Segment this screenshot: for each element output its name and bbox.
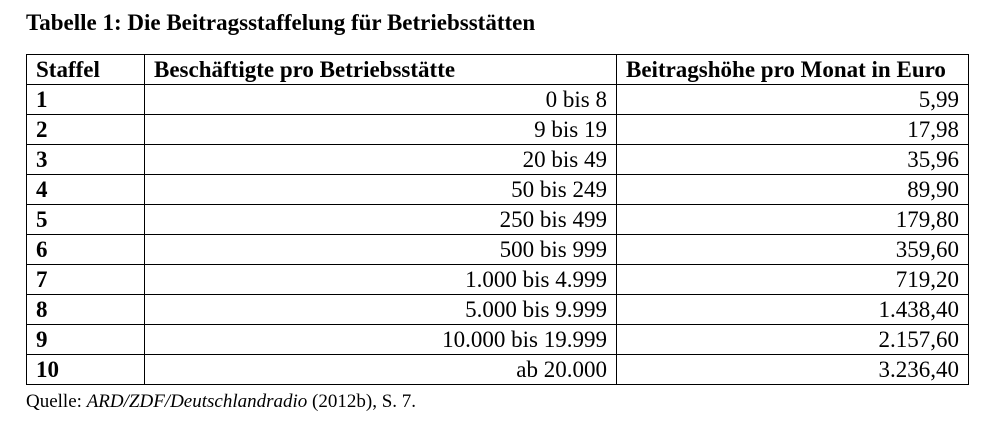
fee-cell: 3.236,40: [617, 355, 969, 385]
staffel-cell: 3: [27, 145, 145, 175]
staffel-cell: 4: [27, 175, 145, 205]
header-staffel: Staffel: [27, 55, 145, 85]
staffel-cell: 7: [27, 265, 145, 295]
fee-cell: 2.157,60: [617, 325, 969, 355]
staffel-cell: 10: [27, 355, 145, 385]
employees-cell: 0 bis 8: [145, 85, 617, 115]
table-row: [27, 325, 969, 355]
staffel-cell: 5: [27, 205, 145, 235]
table-header-row: [27, 55, 969, 85]
staffel-cell: 8: [27, 295, 145, 325]
employees-cell: 9 bis 19: [145, 115, 617, 145]
fee-cell: 89,90: [617, 175, 969, 205]
employees-cell: ab 20.000: [145, 355, 617, 385]
fee-cell: 179,80: [617, 205, 969, 235]
source-author: ARD/ZDF/Deutschlandradio: [86, 391, 308, 412]
table-row: [27, 265, 969, 295]
fee-cell: 5,99: [617, 85, 969, 115]
table-row: [27, 85, 969, 115]
source-note: [26, 391, 416, 413]
staffel-cell: 6: [27, 235, 145, 265]
header-employees: Beschäftigte pro Betriebsstätte: [145, 55, 617, 85]
fee-cell: 1.438,40: [617, 295, 969, 325]
table-row: [27, 145, 969, 175]
staffel-cell: 1: [27, 85, 145, 115]
fee-cell: 17,98: [617, 115, 969, 145]
employees-cell: 500 bis 999: [145, 235, 617, 265]
table-row: [27, 205, 969, 235]
table-row: [27, 175, 969, 205]
table-row: [27, 115, 969, 145]
fee-cell: 35,96: [617, 145, 969, 175]
employees-cell: 1.000 bis 4.999: [145, 265, 617, 295]
fee-cell: 359,60: [617, 235, 969, 265]
staffel-cell: 9: [27, 325, 145, 355]
employees-cell: 5.000 bis 9.999: [145, 295, 617, 325]
employees-cell: 50 bis 249: [145, 175, 617, 205]
table-row: [27, 295, 969, 325]
fee-cell: 719,20: [617, 265, 969, 295]
employees-cell: 250 bis 499: [145, 205, 617, 235]
staffel-cell: 2: [27, 115, 145, 145]
employees-cell: 10.000 bis 19.999: [145, 325, 617, 355]
table-row: [27, 355, 969, 385]
table-title: Tabelle 1: Die Beitragsstaffelung für Betriebsstätten: [26, 10, 536, 35]
fee-table: [26, 54, 969, 385]
employees-cell: 20 bis 49: [145, 145, 617, 175]
header-fee: Beitragshöhe pro Monat in Euro: [617, 55, 969, 85]
table-row: [27, 235, 969, 265]
source-suffix: (2012b), S. 7.: [307, 391, 417, 412]
source-prefix: Quelle:: [26, 391, 87, 412]
